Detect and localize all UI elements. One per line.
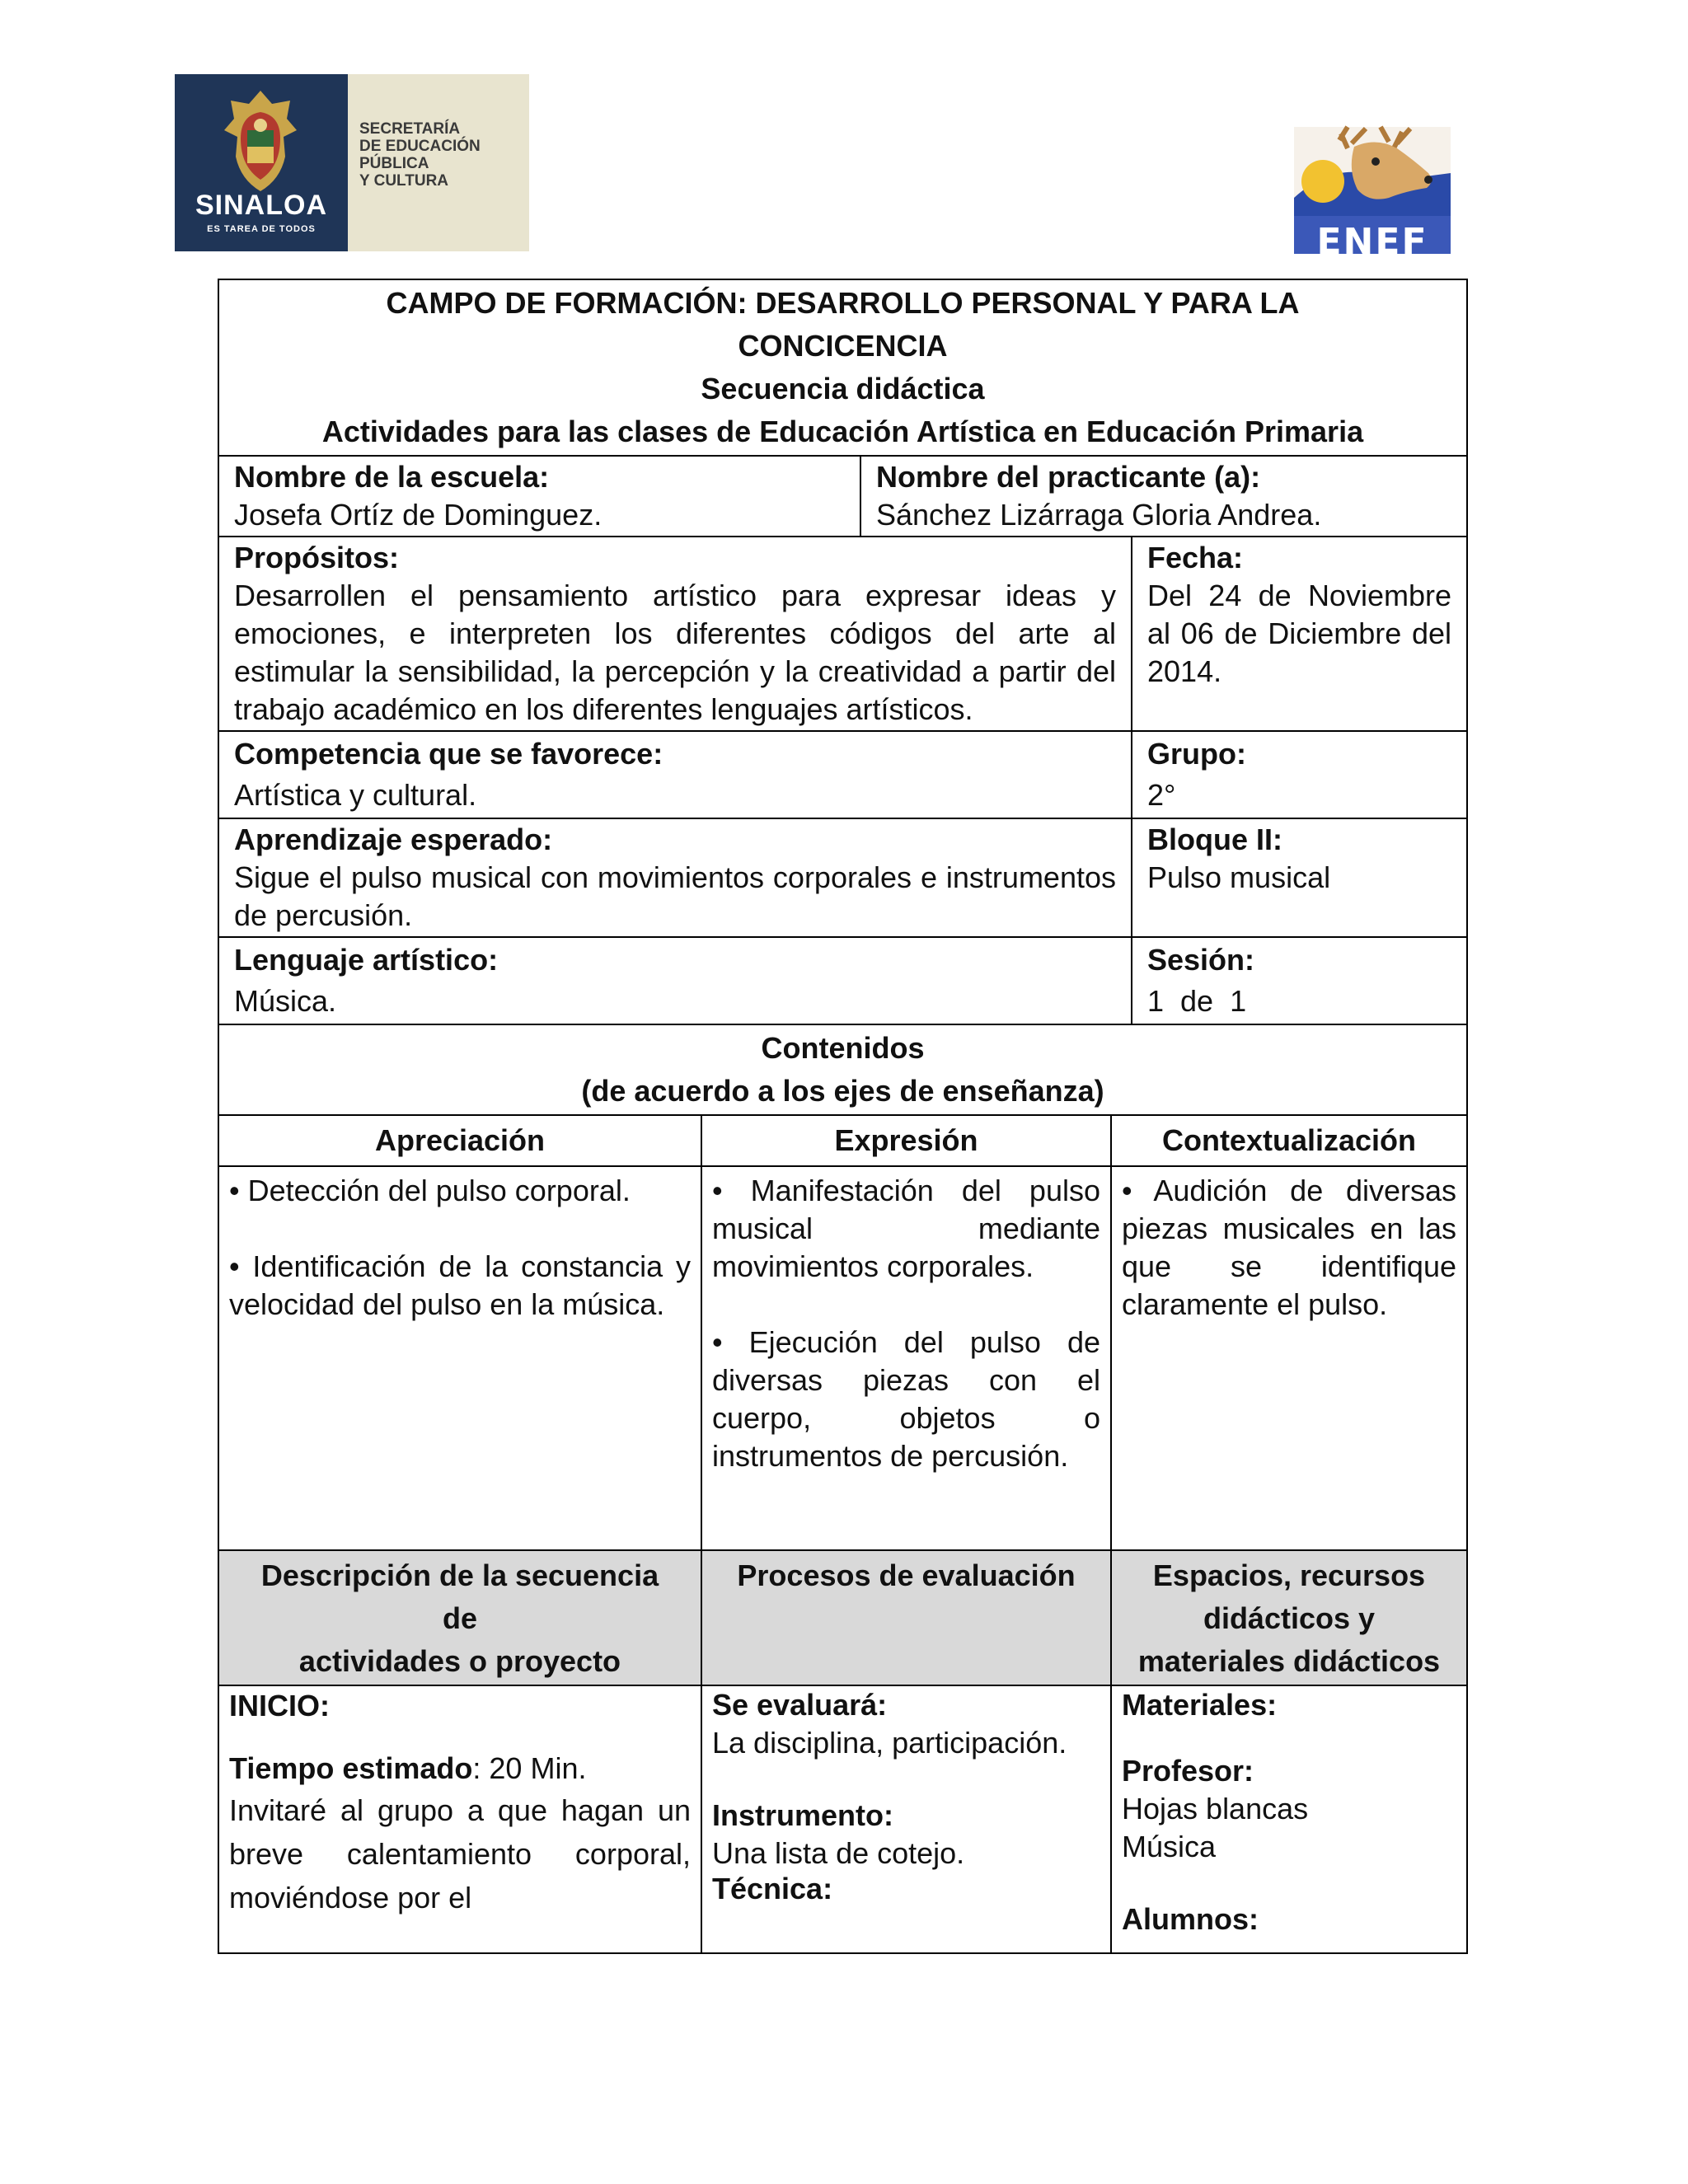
expresion-item: • Ejecución del pulso de diversas piezas con el cuerpo, objetos o instrumentos de percusión.: [712, 1325, 1100, 1473]
secuencia-title: Secuencia didáctica: [701, 372, 985, 405]
contenidos-title-row: [218, 1025, 1468, 1116]
materiales-label: Materiales:: [1122, 1688, 1278, 1722]
secretaria-line: SECRETARÍA: [359, 120, 461, 138]
bloque-label: Bloque II:: [1147, 823, 1282, 856]
sesion-cell: [1131, 938, 1466, 1024]
materiales-cell: [1110, 1686, 1466, 1952]
enef-logo: [1290, 124, 1455, 272]
aprendizaje-cell: [219, 819, 1131, 936]
header-espacios-line: Espacios, recursos: [1152, 1558, 1426, 1592]
practicante-label: Nombre del practicante (a):: [876, 460, 1261, 494]
sesion-label: Sesión:: [1147, 943, 1255, 977]
fecha-value: Del 24 de Noviembre al 06 de Diciembre del 2014.: [1147, 579, 1451, 688]
campo-title: CAMPO DE FORMACIÓN: DESARROLLO PERSONAL Y PARA LA: [386, 286, 1300, 320]
profesor-item: Música: [1122, 1830, 1217, 1863]
aprendizaje-row: [218, 819, 1468, 938]
header-espacios-line: didácticos y: [1203, 1601, 1376, 1635]
aprendizaje-value: Sigue el pulso musical con movimientos corporales e instrumentos de percusión.: [234, 860, 1116, 932]
practicante-value: Sánchez Lizárraga Gloria Andrea.: [876, 498, 1322, 532]
table-header-row: [218, 279, 1468, 457]
instrumento-label: Instrumento:: [712, 1798, 893, 1832]
aprendizaje-label: Aprendizaje esperado:: [234, 823, 553, 856]
header-descripcion-line: de: [442, 1601, 477, 1635]
lenguaje-cell: [219, 938, 1131, 1024]
contenidos-body-row: [218, 1167, 1468, 1551]
apreciacion-cell: [219, 1167, 701, 1549]
sinaloa-emblem: [175, 74, 348, 251]
actividades-title: Actividades para las clases de Educación Artística en Educación Primaria: [321, 415, 1364, 448]
tiempo-label: Tiempo estimado: [229, 1751, 473, 1785]
fecha-label: Fecha:: [1147, 541, 1244, 574]
school-value: Josefa Ortíz de Dominguez.: [234, 498, 603, 532]
evaluacion-value: La disciplina, participación.: [712, 1726, 1067, 1760]
school-label: Nombre de la escuela:: [234, 460, 550, 494]
expresion-item: • Manifestación del pulso musical mediante movimientos corporales.: [712, 1174, 1100, 1283]
contenidos-title-cell: [219, 1025, 1466, 1114]
tiempo-value: : 20 Min.: [472, 1751, 587, 1785]
propositos-row: [218, 537, 1468, 732]
tiempo-line: [229, 1749, 691, 1788]
lenguaje-row: [218, 938, 1468, 1025]
enef-word: ENEF: [1316, 221, 1428, 263]
header-apreciacion: Apreciación: [374, 1123, 546, 1157]
fecha-cell: [1131, 537, 1466, 730]
apreciacion-item: • Identificación de la constancia y velocidad del pulso en la música.: [229, 1249, 691, 1321]
apreciacion-item: • Detección del pulso corporal.: [229, 1174, 631, 1207]
secretaria-line: Y CULTURA: [359, 172, 449, 190]
inicio-text: Invitaré al grupo a que hagan un breve calentamiento corporal, moviéndose por el: [229, 1793, 691, 1915]
contenidos-headers-row: [218, 1116, 1468, 1167]
header-espacios-line: materiales didácticos: [1137, 1644, 1441, 1678]
competencia-cell: [219, 732, 1131, 818]
propositos-label: Propósitos:: [234, 541, 400, 574]
table-header: [219, 280, 1466, 455]
propositos-value: Desarrollen el pensamiento artístico para expresar ideas y emociones, e interpreten los diferentes códigos del arte al estimular la sensibilidad, la percepción y la creatividad a partir del trabajo académico en los diferentes lenguajes artísticos.: [234, 579, 1116, 726]
header-descripcion: [219, 1551, 701, 1685]
contenidos-subtitle: (de acuerdo a los ejes de enseñanza): [581, 1074, 1104, 1108]
grupo-value: 2°: [1147, 778, 1176, 812]
header-espacios: [1110, 1551, 1466, 1685]
lenguaje-label: Lenguaje artístico:: [234, 943, 499, 977]
alumnos-label: Alumnos:: [1122, 1902, 1259, 1936]
secuencia-body-row: [218, 1686, 1468, 1954]
contextualizacion-cell: [1110, 1167, 1466, 1549]
school-cell: [219, 457, 860, 536]
lenguaje-value: Música.: [234, 984, 337, 1018]
sinaloa-tagline: ES TAREA DE TODOS: [207, 224, 316, 234]
evaluacion-cell: [701, 1686, 1110, 1952]
secretaria-line: DE EDUCACIÓN: [359, 138, 481, 155]
sesion-value: 1 de 1: [1147, 984, 1247, 1018]
profesor-item: Hojas blancas: [1122, 1792, 1309, 1825]
competencia-label: Competencia que se favorece:: [234, 737, 663, 771]
propositos-cell: [219, 537, 1131, 730]
header-contextualizacion: Contextualización: [1110, 1116, 1466, 1165]
grupo-label: Grupo:: [1147, 737, 1246, 771]
evaluacion-label: Se evaluará:: [712, 1688, 888, 1722]
grupo-cell: [1131, 732, 1466, 818]
secretaria-line: PÚBLICA: [359, 155, 429, 172]
inicio-cell: [219, 1686, 701, 1952]
sinaloa-word: SINALOA: [195, 190, 327, 221]
header-descripcion-line: actividades o proyecto: [298, 1644, 621, 1678]
header-procesos: Procesos de evaluación: [701, 1551, 1110, 1685]
competencia-row: [218, 732, 1468, 819]
sep-logo: [175, 74, 529, 251]
bloque-value: Pulso musical: [1147, 860, 1331, 894]
tecnica-label: Técnica:: [712, 1872, 833, 1905]
header-expresion: Expresión: [701, 1116, 1110, 1165]
profesor-label: Profesor:: [1122, 1754, 1254, 1788]
inicio-label: INICIO:: [229, 1689, 330, 1722]
practicante-cell: [860, 457, 1466, 536]
secuencia-headers-row: [218, 1551, 1468, 1686]
competencia-value: Artística y cultural.: [234, 778, 477, 812]
planning-table: [218, 279, 1468, 1954]
coat-of-arms-icon: [214, 87, 307, 196]
contenidos-title: Contenidos: [761, 1031, 925, 1065]
expresion-cell: [701, 1167, 1110, 1549]
secretaria-text: [348, 74, 529, 251]
instrumento-value: Una lista de cotejo.: [712, 1836, 965, 1870]
bloque-cell: [1131, 819, 1466, 936]
names-row: [218, 457, 1468, 537]
header-descripcion-line: Descripción de la secuencia: [260, 1558, 659, 1592]
campo-title-cont: CONCICENCIA: [738, 329, 948, 363]
contextualizacion-item: • Audición de diversas piezas musicales en las que se identifique claramente el pulso.: [1122, 1174, 1456, 1321]
